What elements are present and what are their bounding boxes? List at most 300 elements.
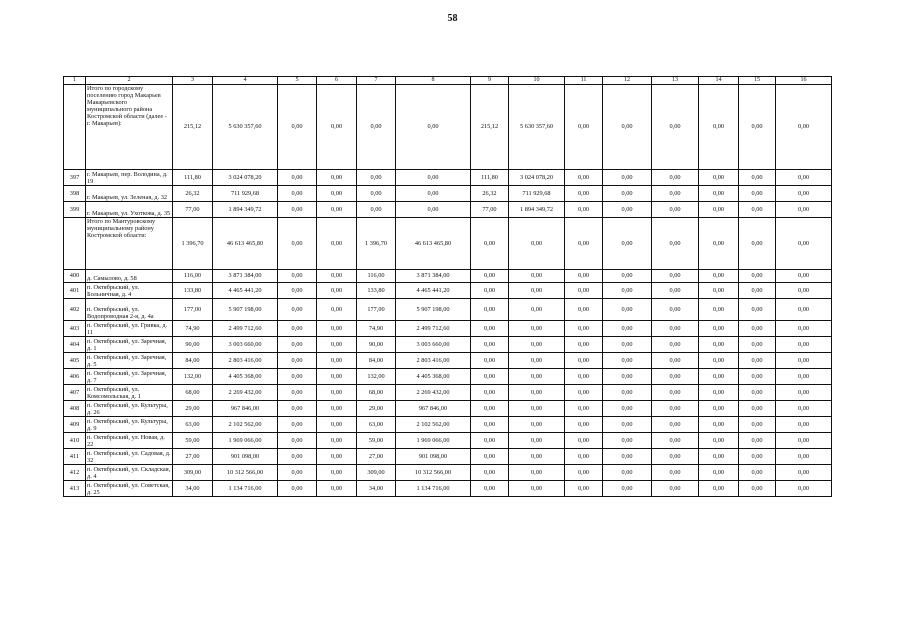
table-row bbox=[64, 449, 832, 465]
value-cell: 967 846,00 bbox=[213, 401, 278, 417]
value-cell: 132,00 bbox=[357, 369, 396, 385]
address-cell: п. Октябрьский, ул. Гривка, д. 11 bbox=[86, 321, 173, 337]
value-cell: 0,00 bbox=[652, 170, 699, 186]
value-cell: 46 613 465,80 bbox=[213, 218, 278, 270]
value-cell: 133,80 bbox=[173, 283, 213, 299]
value-cell: 4 405 368,00 bbox=[213, 369, 278, 385]
value-cell: 0,00 bbox=[565, 202, 603, 218]
value-cell: 0,00 bbox=[396, 186, 471, 202]
value-cell: 0,00 bbox=[739, 481, 776, 497]
value-cell: 0,00 bbox=[776, 186, 832, 202]
value-cell: 0,00 bbox=[317, 170, 357, 186]
value-cell: 0,00 bbox=[776, 321, 832, 337]
column-header: 1 bbox=[64, 77, 86, 85]
value-cell: 0,00 bbox=[317, 449, 357, 465]
value-cell: 0,00 bbox=[278, 186, 317, 202]
table-row bbox=[64, 186, 832, 202]
value-cell: 0,00 bbox=[603, 337, 652, 353]
value-cell: 0,00 bbox=[357, 85, 396, 170]
value-cell: 2 499 712,60 bbox=[213, 321, 278, 337]
table-row bbox=[64, 481, 832, 497]
value-cell: 0,00 bbox=[652, 321, 699, 337]
value-cell: 0,00 bbox=[652, 401, 699, 417]
value-cell: 0,00 bbox=[603, 481, 652, 497]
value-cell: 0,00 bbox=[565, 283, 603, 299]
row-number: 401 bbox=[64, 283, 86, 299]
column-header: 5 bbox=[278, 77, 317, 85]
row-number: 406 bbox=[64, 369, 86, 385]
value-cell: 0,00 bbox=[776, 202, 832, 218]
value-cell: 0,00 bbox=[317, 270, 357, 283]
value-cell: 0,00 bbox=[699, 353, 739, 369]
value-cell: 215,12 bbox=[173, 85, 213, 170]
value-cell: 0,00 bbox=[471, 385, 509, 401]
value-cell: 0,00 bbox=[278, 433, 317, 449]
value-cell: 2 803 416,00 bbox=[213, 353, 278, 369]
value-cell: 901 098,00 bbox=[213, 449, 278, 465]
value-cell: 0,00 bbox=[739, 186, 776, 202]
value-cell: 0,00 bbox=[699, 85, 739, 170]
value-cell: 0,00 bbox=[699, 299, 739, 321]
value-cell: 0,00 bbox=[699, 170, 739, 186]
value-cell: 0,00 bbox=[565, 353, 603, 369]
value-cell: 0,00 bbox=[565, 385, 603, 401]
table-row bbox=[64, 283, 832, 299]
value-cell: 0,00 bbox=[565, 449, 603, 465]
address-cell: п. Октябрьский, ул. Заречная, д. 5 bbox=[86, 353, 173, 369]
value-cell: 0,00 bbox=[357, 186, 396, 202]
value-cell: 0,00 bbox=[565, 170, 603, 186]
address-cell: Итого по Мантуровскому муниципальному району Костромской области: bbox=[86, 218, 173, 270]
value-cell: 0,00 bbox=[699, 385, 739, 401]
value-cell: 0,00 bbox=[509, 283, 565, 299]
value-cell: 1 969 066,00 bbox=[213, 433, 278, 449]
value-cell: 0,00 bbox=[776, 353, 832, 369]
value-cell: 4 465 441,20 bbox=[396, 283, 471, 299]
row-number: 410 bbox=[64, 433, 86, 449]
value-cell: 116,00 bbox=[357, 270, 396, 283]
value-cell: 0,00 bbox=[565, 465, 603, 481]
value-cell: 0,00 bbox=[565, 369, 603, 385]
value-cell: 29,00 bbox=[173, 401, 213, 417]
value-cell: 0,00 bbox=[652, 369, 699, 385]
value-cell: 0,00 bbox=[739, 401, 776, 417]
table-row bbox=[64, 353, 832, 369]
table-row bbox=[64, 321, 832, 337]
column-header: 2 bbox=[86, 77, 173, 85]
value-cell: 215,12 bbox=[471, 85, 509, 170]
value-cell: 711 929,68 bbox=[213, 186, 278, 202]
value-cell: 0,00 bbox=[603, 449, 652, 465]
table-row bbox=[64, 465, 832, 481]
value-cell: 111,80 bbox=[173, 170, 213, 186]
value-cell: 27,00 bbox=[357, 449, 396, 465]
value-cell: 5 907 198,00 bbox=[396, 299, 471, 321]
value-cell: 0,00 bbox=[317, 85, 357, 170]
value-cell: 0,00 bbox=[776, 369, 832, 385]
value-cell: 0,00 bbox=[278, 170, 317, 186]
value-cell: 0,00 bbox=[739, 385, 776, 401]
value-cell: 0,00 bbox=[603, 369, 652, 385]
row-number: 407 bbox=[64, 385, 86, 401]
value-cell: 0,00 bbox=[603, 401, 652, 417]
register-table bbox=[63, 76, 832, 497]
column-header: 4 bbox=[213, 77, 278, 85]
value-cell: 68,00 bbox=[357, 385, 396, 401]
row-number: 400 bbox=[64, 270, 86, 283]
column-header: 13 bbox=[652, 77, 699, 85]
table-row bbox=[64, 202, 832, 218]
value-cell: 46 613 465,80 bbox=[396, 218, 471, 270]
value-cell: 0,00 bbox=[317, 299, 357, 321]
value-cell: 0,00 bbox=[278, 353, 317, 369]
value-cell: 1 894 349,72 bbox=[509, 202, 565, 218]
value-cell: 967 846,00 bbox=[396, 401, 471, 417]
value-cell: 34,00 bbox=[173, 481, 213, 497]
value-cell: 59,00 bbox=[173, 433, 213, 449]
value-cell: 0,00 bbox=[278, 299, 317, 321]
value-cell: 0,00 bbox=[699, 202, 739, 218]
value-cell: 0,00 bbox=[603, 85, 652, 170]
value-cell: 2 102 562,00 bbox=[213, 417, 278, 433]
value-cell: 0,00 bbox=[652, 299, 699, 321]
value-cell: 0,00 bbox=[317, 401, 357, 417]
value-cell: 0,00 bbox=[396, 202, 471, 218]
value-cell: 177,00 bbox=[173, 299, 213, 321]
value-cell: 0,00 bbox=[776, 417, 832, 433]
value-cell: 27,00 bbox=[173, 449, 213, 465]
value-cell: 0,00 bbox=[652, 337, 699, 353]
value-cell: 309,00 bbox=[357, 465, 396, 481]
total-row bbox=[64, 85, 832, 170]
value-cell: 59,00 bbox=[357, 433, 396, 449]
value-cell: 26,32 bbox=[173, 186, 213, 202]
value-cell: 0,00 bbox=[739, 337, 776, 353]
value-cell: 5 630 357,60 bbox=[509, 85, 565, 170]
value-cell: 2 102 562,00 bbox=[396, 417, 471, 433]
value-cell: 0,00 bbox=[471, 369, 509, 385]
value-cell: 0,00 bbox=[471, 299, 509, 321]
value-cell: 0,00 bbox=[509, 321, 565, 337]
value-cell: 0,00 bbox=[509, 299, 565, 321]
value-cell: 0,00 bbox=[699, 270, 739, 283]
value-cell: 0,00 bbox=[565, 218, 603, 270]
value-cell: 77,00 bbox=[173, 202, 213, 218]
value-cell: 0,00 bbox=[357, 170, 396, 186]
value-cell: 0,00 bbox=[278, 218, 317, 270]
column-header: 14 bbox=[699, 77, 739, 85]
value-cell: 0,00 bbox=[565, 270, 603, 283]
value-cell: 29,00 bbox=[357, 401, 396, 417]
value-cell: 0,00 bbox=[317, 465, 357, 481]
table-row bbox=[64, 433, 832, 449]
register-body bbox=[64, 77, 832, 497]
value-cell: 132,00 bbox=[173, 369, 213, 385]
value-cell: 0,00 bbox=[739, 353, 776, 369]
value-cell: 0,00 bbox=[317, 202, 357, 218]
value-cell: 0,00 bbox=[652, 186, 699, 202]
value-cell: 1 969 066,00 bbox=[396, 433, 471, 449]
value-cell: 0,00 bbox=[471, 417, 509, 433]
value-cell: 0,00 bbox=[471, 321, 509, 337]
column-header: 7 bbox=[357, 77, 396, 85]
value-cell: 0,00 bbox=[471, 481, 509, 497]
row-number: 408 bbox=[64, 401, 86, 417]
value-cell: 0,00 bbox=[739, 417, 776, 433]
row-number: 403 bbox=[64, 321, 86, 337]
value-cell: 0,00 bbox=[739, 369, 776, 385]
table-row bbox=[64, 170, 832, 186]
value-cell: 0,00 bbox=[565, 186, 603, 202]
value-cell: 0,00 bbox=[739, 299, 776, 321]
value-cell: 0,00 bbox=[652, 85, 699, 170]
value-cell: 0,00 bbox=[699, 481, 739, 497]
value-cell: 0,00 bbox=[652, 481, 699, 497]
value-cell: 0,00 bbox=[603, 170, 652, 186]
value-cell: 0,00 bbox=[278, 270, 317, 283]
value-cell: 26,32 bbox=[471, 186, 509, 202]
row-number: 413 bbox=[64, 481, 86, 497]
value-cell: 0,00 bbox=[739, 283, 776, 299]
value-cell: 1 134 716,00 bbox=[396, 481, 471, 497]
address-cell: п. Октябрьский, ул. Комсомольская, д. 1 bbox=[86, 385, 173, 401]
value-cell: 0,00 bbox=[278, 417, 317, 433]
value-cell: 0,00 bbox=[739, 465, 776, 481]
value-cell: 0,00 bbox=[776, 218, 832, 270]
value-cell: 0,00 bbox=[509, 385, 565, 401]
total-row bbox=[64, 218, 832, 270]
value-cell: 90,00 bbox=[357, 337, 396, 353]
row-number: 409 bbox=[64, 417, 86, 433]
value-cell: 0,00 bbox=[652, 385, 699, 401]
value-cell: 0,00 bbox=[776, 270, 832, 283]
row-number: 399 bbox=[64, 202, 86, 218]
page-number: 58 bbox=[447, 13, 458, 24]
value-cell: 0,00 bbox=[317, 433, 357, 449]
value-cell: 0,00 bbox=[603, 321, 652, 337]
table-row bbox=[64, 337, 832, 353]
value-cell: 0,00 bbox=[565, 85, 603, 170]
address-cell: г. Макарьев, ул. Ухоткова, д. 35 bbox=[86, 202, 173, 218]
value-cell: 711 929,68 bbox=[509, 186, 565, 202]
value-cell: 0,00 bbox=[699, 186, 739, 202]
value-cell: 77,00 bbox=[471, 202, 509, 218]
table-row bbox=[64, 270, 832, 283]
value-cell: 0,00 bbox=[565, 417, 603, 433]
value-cell: 1 894 349,72 bbox=[213, 202, 278, 218]
value-cell: 90,00 bbox=[173, 337, 213, 353]
value-cell: 0,00 bbox=[776, 401, 832, 417]
value-cell: 3 024 078,20 bbox=[509, 170, 565, 186]
table-row bbox=[64, 417, 832, 433]
column-header: 10 bbox=[509, 77, 565, 85]
value-cell: 0,00 bbox=[652, 353, 699, 369]
value-cell: 63,00 bbox=[357, 417, 396, 433]
value-cell: 0,00 bbox=[652, 202, 699, 218]
value-cell: 0,00 bbox=[776, 481, 832, 497]
address-cell: д. Самылово, д. 58 bbox=[86, 270, 173, 283]
value-cell: 0,00 bbox=[509, 337, 565, 353]
value-cell: 0,00 bbox=[776, 283, 832, 299]
value-cell: 0,00 bbox=[317, 417, 357, 433]
value-cell: 0,00 bbox=[652, 270, 699, 283]
row-number: 397 bbox=[64, 170, 86, 186]
value-cell: 0,00 bbox=[739, 170, 776, 186]
value-cell: 10 312 566,00 bbox=[213, 465, 278, 481]
address-cell: г. Макарьев, ул. Зеленая, д. 32 bbox=[86, 186, 173, 202]
value-cell: 0,00 bbox=[603, 202, 652, 218]
value-cell: 111,80 bbox=[471, 170, 509, 186]
value-cell: 0,00 bbox=[776, 433, 832, 449]
row-number bbox=[64, 85, 86, 170]
value-cell: 0,00 bbox=[471, 283, 509, 299]
value-cell: 0,00 bbox=[565, 337, 603, 353]
value-cell: 0,00 bbox=[776, 465, 832, 481]
value-cell: 0,00 bbox=[699, 321, 739, 337]
value-cell: 0,00 bbox=[776, 449, 832, 465]
value-cell: 1 396,70 bbox=[173, 218, 213, 270]
value-cell: 0,00 bbox=[603, 186, 652, 202]
row-number bbox=[64, 218, 86, 270]
column-header: 16 bbox=[776, 77, 832, 85]
value-cell: 0,00 bbox=[317, 321, 357, 337]
value-cell: 1 134 716,00 bbox=[213, 481, 278, 497]
value-cell: 2 499 712,60 bbox=[396, 321, 471, 337]
value-cell: 0,00 bbox=[565, 433, 603, 449]
value-cell: 2 269 432,00 bbox=[213, 385, 278, 401]
value-cell: 0,00 bbox=[317, 369, 357, 385]
value-cell: 0,00 bbox=[471, 401, 509, 417]
value-cell: 0,00 bbox=[699, 417, 739, 433]
row-number: 398 bbox=[64, 186, 86, 202]
value-cell: 0,00 bbox=[652, 218, 699, 270]
value-cell: 0,00 bbox=[278, 85, 317, 170]
value-cell: 0,00 bbox=[739, 433, 776, 449]
value-cell: 0,00 bbox=[776, 385, 832, 401]
value-cell: 0,00 bbox=[603, 353, 652, 369]
value-cell: 0,00 bbox=[565, 321, 603, 337]
value-cell: 4 465 441,20 bbox=[213, 283, 278, 299]
value-cell: 3 003 660,00 bbox=[213, 337, 278, 353]
value-cell: 0,00 bbox=[699, 449, 739, 465]
value-cell: 0,00 bbox=[699, 433, 739, 449]
value-cell: 0,00 bbox=[278, 465, 317, 481]
table-row bbox=[64, 401, 832, 417]
address-cell: п. Октябрьский, ул. Новая, д. 22 bbox=[86, 433, 173, 449]
value-cell: 74,90 bbox=[173, 321, 213, 337]
value-cell: 0,00 bbox=[278, 283, 317, 299]
value-cell: 68,00 bbox=[173, 385, 213, 401]
address-cell: п. Октябрьский, ул. Заречная, д. 1 bbox=[86, 337, 173, 353]
value-cell: 5 630 357,60 bbox=[213, 85, 278, 170]
address-cell: п. Октябрьский, ул. Водопроводная 2-я, д. 4а bbox=[86, 299, 173, 321]
value-cell: 74,90 bbox=[357, 321, 396, 337]
value-cell: 0,00 bbox=[699, 401, 739, 417]
column-header: 3 bbox=[173, 77, 213, 85]
value-cell: 116,00 bbox=[173, 270, 213, 283]
row-number: 404 bbox=[64, 337, 86, 353]
value-cell: 0,00 bbox=[776, 337, 832, 353]
value-cell: 0,00 bbox=[603, 270, 652, 283]
row-number: 412 bbox=[64, 465, 86, 481]
row-number: 411 bbox=[64, 449, 86, 465]
value-cell: 0,00 bbox=[278, 449, 317, 465]
value-cell: 0,00 bbox=[739, 449, 776, 465]
value-cell: 0,00 bbox=[739, 321, 776, 337]
value-cell: 0,00 bbox=[317, 337, 357, 353]
value-cell: 0,00 bbox=[509, 417, 565, 433]
value-cell: 0,00 bbox=[603, 433, 652, 449]
value-cell: 0,00 bbox=[317, 353, 357, 369]
value-cell: 177,00 bbox=[357, 299, 396, 321]
value-cell: 0,00 bbox=[652, 465, 699, 481]
value-cell: 0,00 bbox=[278, 481, 317, 497]
value-cell: 0,00 bbox=[652, 433, 699, 449]
value-cell: 0,00 bbox=[699, 283, 739, 299]
value-cell: 0,00 bbox=[471, 270, 509, 283]
value-cell: 4 405 368,00 bbox=[396, 369, 471, 385]
value-cell: 0,00 bbox=[603, 385, 652, 401]
address-cell: п. Октябрьский, ул. Советская, д. 25 bbox=[86, 481, 173, 497]
value-cell: 0,00 bbox=[739, 218, 776, 270]
value-cell: 0,00 bbox=[603, 299, 652, 321]
value-cell: 0,00 bbox=[317, 481, 357, 497]
column-header: 11 bbox=[565, 77, 603, 85]
value-cell: 2 269 432,00 bbox=[396, 385, 471, 401]
value-cell: 5 907 198,00 bbox=[213, 299, 278, 321]
value-cell: 0,00 bbox=[509, 369, 565, 385]
value-cell: 2 803 416,00 bbox=[396, 353, 471, 369]
table-row bbox=[64, 299, 832, 321]
address-cell: п. Октябрьский, ул. Культуры, д. 9 bbox=[86, 417, 173, 433]
value-cell: 63,00 bbox=[173, 417, 213, 433]
value-cell: 0,00 bbox=[603, 417, 652, 433]
address-cell: г. Макарьев, пер. Володина, д. 19 bbox=[86, 170, 173, 186]
value-cell: 0,00 bbox=[699, 465, 739, 481]
column-header: 6 bbox=[317, 77, 357, 85]
table-row bbox=[64, 369, 832, 385]
value-cell: 0,00 bbox=[278, 337, 317, 353]
value-cell: 0,00 bbox=[357, 202, 396, 218]
value-cell: 0,00 bbox=[471, 433, 509, 449]
value-cell: 0,00 bbox=[278, 369, 317, 385]
value-cell: 0,00 bbox=[699, 218, 739, 270]
column-header: 9 bbox=[471, 77, 509, 85]
value-cell: 0,00 bbox=[471, 353, 509, 369]
table-row bbox=[64, 385, 832, 401]
value-cell: 0,00 bbox=[278, 385, 317, 401]
value-cell: 0,00 bbox=[396, 170, 471, 186]
value-cell: 0,00 bbox=[471, 449, 509, 465]
value-cell: 0,00 bbox=[509, 270, 565, 283]
address-cell: п. Октябрьский, ул. Садовая, д. 32 bbox=[87, 449, 171, 464]
value-cell: 0,00 bbox=[509, 465, 565, 481]
value-cell: 0,00 bbox=[699, 337, 739, 353]
value-cell: 0,00 bbox=[776, 299, 832, 321]
value-cell: 0,00 bbox=[652, 449, 699, 465]
value-cell: 0,00 bbox=[776, 170, 832, 186]
value-cell: 0,00 bbox=[565, 401, 603, 417]
address-cell: п. Октябрьский, ул. Больничная, д. 4 bbox=[86, 283, 173, 299]
value-cell: 0,00 bbox=[317, 385, 357, 401]
value-cell: 901 098,00 bbox=[396, 449, 471, 465]
value-cell: 3 871 384,00 bbox=[396, 270, 471, 283]
value-cell: 34,00 bbox=[357, 481, 396, 497]
value-cell: 0,00 bbox=[317, 218, 357, 270]
row-number: 402 bbox=[64, 299, 86, 321]
value-cell: 0,00 bbox=[509, 353, 565, 369]
value-cell: 0,00 bbox=[603, 283, 652, 299]
